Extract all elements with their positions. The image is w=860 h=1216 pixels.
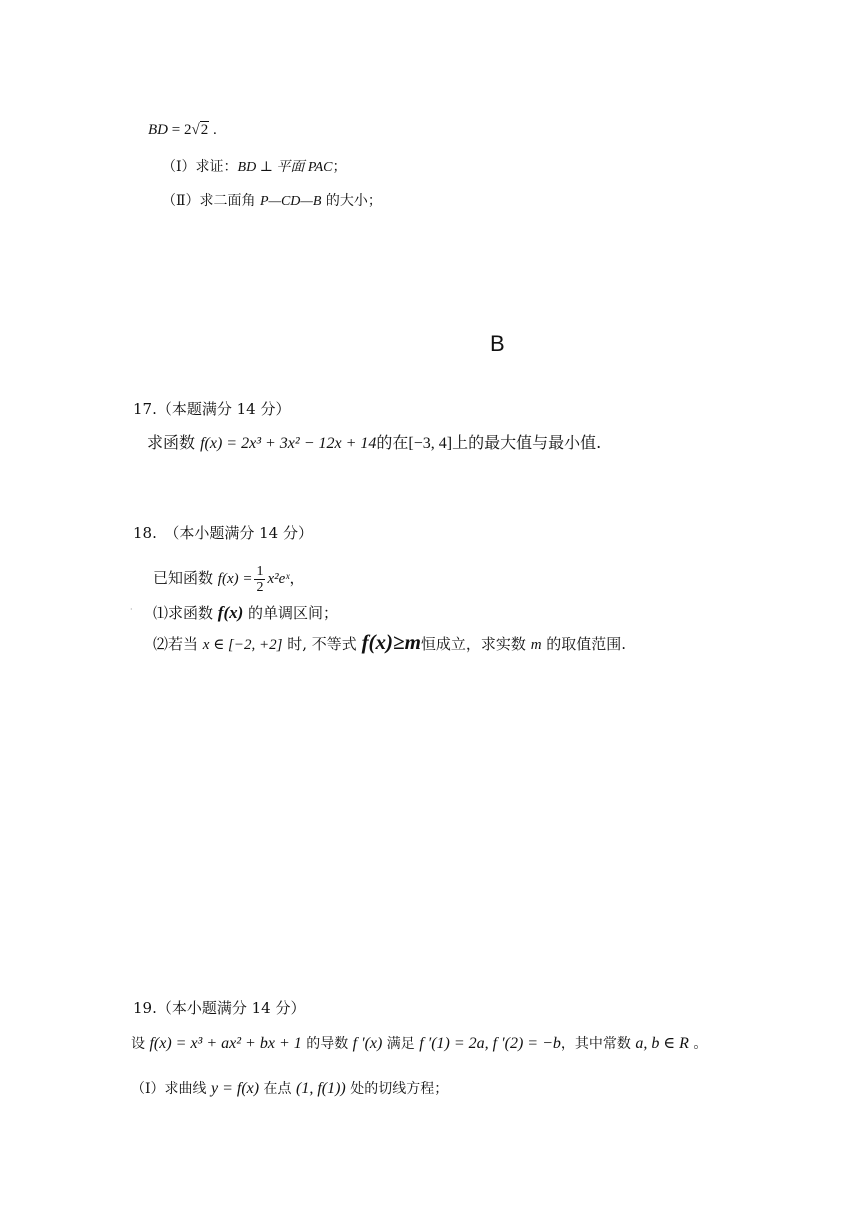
p18-item1-prefix: 求函数 bbox=[168, 604, 218, 622]
p16-part2-end: 的大小； bbox=[321, 193, 382, 209]
p17-header: 17.（本题满分 14 分） bbox=[133, 400, 291, 418]
p19-cond: f ′(1) = 2a, f ′(2) = −b bbox=[419, 1035, 561, 1052]
p19-part1-curve: y = f(x) bbox=[210, 1080, 260, 1097]
p19-part1-mid: 在点 bbox=[259, 1081, 296, 1097]
bd-period: . bbox=[209, 122, 217, 138]
p18-given-end: ， bbox=[289, 569, 305, 587]
p19-part1-point: (1, f(1)) bbox=[296, 1080, 346, 1097]
p16-part1-prefix: （Ⅰ）求证： bbox=[162, 159, 238, 175]
one-half-fraction bbox=[254, 564, 265, 595]
p18-item1-end: 的单调区间； bbox=[243, 604, 339, 622]
p18-item2-mid2: 恒成立，求实数 bbox=[420, 635, 531, 653]
p19-consts: a, b ∈ R bbox=[635, 1035, 689, 1052]
p17-text bbox=[147, 432, 601, 455]
p19-func: f(x) = x³ + ax² + bx + 1 bbox=[149, 1035, 302, 1052]
p17-text-prefix: 求函数 bbox=[147, 433, 201, 452]
p16-part1-end: ； bbox=[332, 159, 347, 175]
bd-eq-sign: = 2 bbox=[168, 122, 192, 138]
p18-item2 bbox=[153, 628, 626, 659]
p19-mid3: ，其中常数 bbox=[560, 1036, 636, 1052]
sqrt-2: √2 bbox=[191, 122, 209, 138]
p19-mid2: 满足 bbox=[382, 1036, 420, 1052]
p19-part1-end: 处的切线方程； bbox=[345, 1081, 449, 1097]
figure-label-b: B bbox=[490, 331, 505, 356]
p19-header: 19.（本小题满分 14 分） bbox=[133, 999, 306, 1017]
p19-prefix: 设 bbox=[131, 1036, 150, 1052]
p18-item2-math: x ∈ [−2, +2] bbox=[202, 637, 283, 653]
p16-part1-math: BD ⊥ 平面 PAC bbox=[237, 160, 333, 175]
bd-eq-lhs: BD bbox=[148, 122, 168, 138]
p19-premise bbox=[131, 1031, 707, 1057]
p18-item2-prefix: 若当 bbox=[168, 635, 203, 653]
p16-part2-prefix: （Ⅱ）求二面角 bbox=[162, 193, 260, 209]
p19-mid1: 的导数 bbox=[301, 1036, 353, 1052]
p18-item1-math: f(x) bbox=[217, 603, 244, 622]
p17-interval: [−3, 4] bbox=[408, 435, 453, 452]
p18-item1 bbox=[153, 600, 338, 626]
p18-given bbox=[153, 563, 305, 595]
p19-part1 bbox=[131, 1076, 448, 1102]
p18-item2-mid: 时, 不等式 bbox=[282, 635, 362, 653]
p16-part2-math: P—CD—B bbox=[259, 194, 322, 209]
bd-length-line bbox=[148, 118, 217, 141]
p18-item2-num: ⑵ bbox=[153, 635, 169, 653]
p18-item2-var: m bbox=[530, 637, 542, 653]
frac-denominator: 2 bbox=[256, 579, 264, 595]
p19-end: 。 bbox=[688, 1036, 708, 1052]
p18-item2-ineq: f(x)≥m bbox=[361, 630, 421, 654]
p18-item1-num: ⑴ bbox=[153, 604, 169, 622]
p18-given-prefix: 已知函数 bbox=[153, 569, 218, 587]
p19-part1-prefix: （Ⅰ）求曲线 bbox=[131, 1081, 211, 1097]
p18-header: 18. （本小题满分 14 分） bbox=[133, 524, 313, 542]
p18-func-lhs: f(x) = bbox=[217, 571, 253, 587]
p19-deriv: f ′(x) bbox=[352, 1035, 383, 1052]
margin-dot: · bbox=[130, 605, 133, 614]
p17-text-mid: 的在 bbox=[376, 433, 409, 452]
frac-numerator: 1 bbox=[256, 563, 264, 579]
p16-part1 bbox=[162, 156, 347, 179]
p17-text-end: 上的最大值与最小值. bbox=[452, 433, 602, 452]
p16-part2 bbox=[162, 190, 382, 213]
p17-func: f(x) = 2x³ + 3x² − 12x + 14 bbox=[200, 435, 377, 452]
p18-item2-end: 的取值范围. bbox=[541, 635, 627, 653]
p18-func-rhs: x²eˣ bbox=[267, 571, 290, 587]
